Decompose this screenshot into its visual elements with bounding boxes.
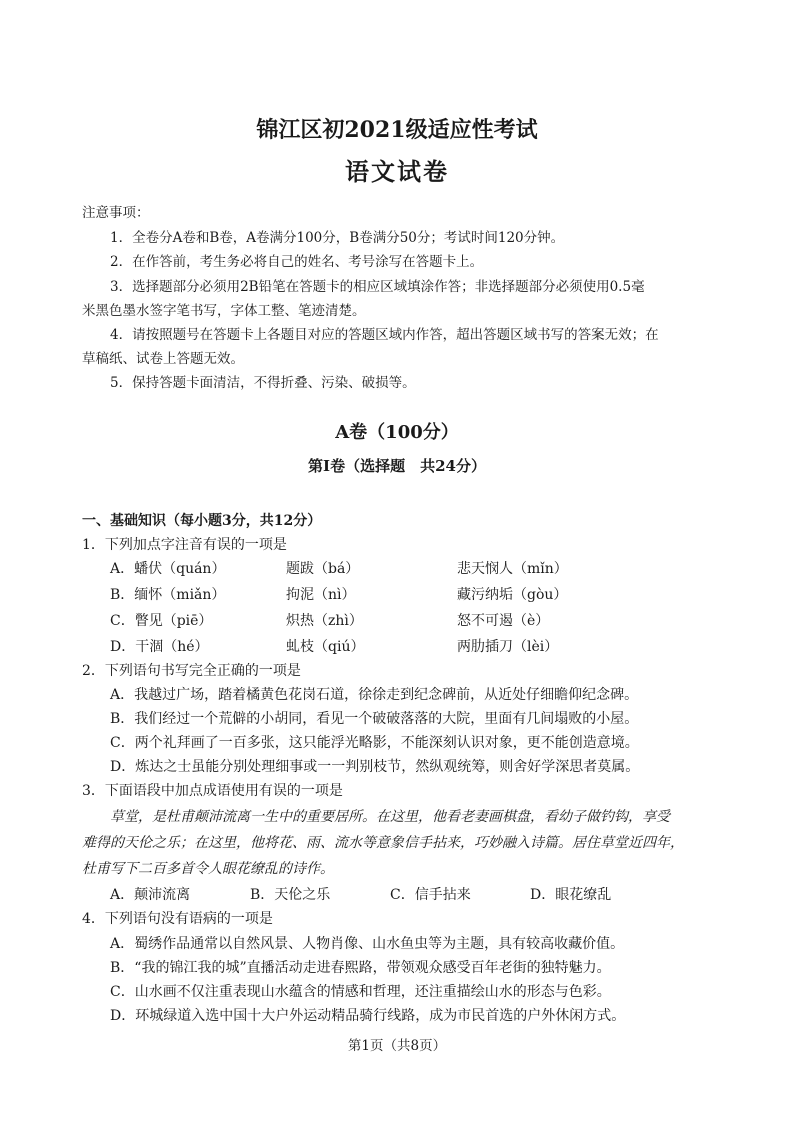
section-a-title: A卷（100分）: [335, 422, 459, 443]
part1-heading: 一、基础知识（每小题3分，共12分）: [82, 513, 322, 529]
q1-stem: 1．下列加点字注音有误的一项是: [82, 537, 287, 553]
q4-stem: 4．下列语句没有语病的一项是: [82, 911, 273, 927]
q2-option-b: B．我们经过一个荒僻的小胡同，看见一个破破落落的大院，里面有几间塌败的小屋。: [110, 711, 639, 727]
notice-line-3: 3．选择题部分必须用2B铅笔在答题卡的相应区域填涂作答；非选择题部分必须使用0.5毫: [110, 279, 645, 295]
q3-passage-line-2: 难得的天伦之乐；在这里，他将花、雨、流水等意象信手拈来，巧妙融入诗篇。居住草堂近四年，: [82, 835, 684, 851]
exam-subject: 语文试卷: [345, 157, 449, 186]
exam-title: 锦江区初2021级适应性考试: [256, 117, 538, 143]
q1-option-a-1: A．蟠伏（quán）: [110, 561, 226, 577]
q1-option-d-3: 两肋插刀（lèi）: [457, 639, 559, 655]
q4-option-b: B．“我的锦江我的城”直播活动走进春熙路，带领观众感受百年老街的独特魅力。: [110, 960, 611, 976]
q2-stem: 2．下列语句书写完全正确的一项是: [82, 663, 301, 679]
q1-option-a-3: 悲天悯人（mǐn）: [457, 561, 568, 577]
q3-option-c: C．信手拈来: [390, 887, 471, 903]
q2-option-a: A．我越过广场，踏着橘黄色花岗石道，徐徐走到纪念碑前，从近处仔细瞻仰纪念碑。: [110, 687, 639, 703]
q1-option-d-2: 虬枝（qiú）: [286, 639, 365, 655]
q3-passage-line-3: 杜甫写下二百多首令人眼花缭乱的诗作。: [82, 861, 334, 877]
q3-option-a: A．颠沛流离: [110, 887, 191, 903]
notice-heading: 注意事项：: [82, 205, 150, 221]
q1-option-b-3: 藏污纳垢（gòu）: [457, 587, 568, 603]
q3-option-d: D．眼花缭乱: [530, 887, 612, 903]
q2-option-c: C．两个礼拜画了一百多张，这只能浮光略影，不能深刻认识对象，更不能创造意境。: [110, 735, 639, 751]
q1-option-b-2: 拘泥（nì）: [286, 587, 356, 603]
notice-line-4: 4．请按照题号在答题卡上各题目对应的答题区域内作答，超出答题区域书写的答案无效；在: [110, 327, 659, 343]
q1-option-a-2: 题跋（bá）: [286, 561, 360, 577]
q4-option-a: A．蜀绣作品通常以自然风景、人物肖像、山水鱼虫等为主题，具有较高收藏价值。: [110, 936, 625, 952]
section-i-title: 第Ⅰ卷（选择题 共24分）: [308, 457, 486, 475]
q1-option-c-1: C．瞥见（piē）: [110, 613, 213, 629]
q4-option-d: D．环城绿道入选中国十大户外运动精品骑行线路，成为市民首选的户外休闲方式。: [110, 1008, 626, 1024]
page-number: 第1页（共8页）: [347, 1038, 447, 1054]
q1-option-c-3: 怒不可遏（è）: [457, 613, 550, 629]
q4-option-c: C．山水画不仅注重表现山水蕴含的情感和哲理，还注重描绘山水的形态与色彩。: [110, 984, 611, 1000]
q3-stem: 3．下面语段中加点成语使用有误的一项是: [82, 783, 343, 799]
notice-line-2: 2．在作答前，考生务必将自己的姓名、考号涂写在答题卡上。: [110, 254, 484, 270]
notice-line-4-cont: 草稿纸、试卷上答题无效。: [82, 351, 244, 367]
q1-option-b-1: B．缅怀（miǎn）: [110, 587, 226, 603]
notice-line-5: 5．保持答题卡面清洁，不得折叠、污染、破损等。: [110, 375, 416, 391]
q2-option-d: D．炼达之士虽能分别处理细事或一一判别枝节，然纵观统筹，则舍好学深思者莫属。: [110, 759, 640, 775]
notice-line-1: 1．全卷分A卷和B卷，A卷满分100分，B卷满分50分；考试时间120分钟。: [110, 230, 565, 246]
q3-passage-line-1: 草堂，是杜甫颠沛流离一生中的重要居所。在这里，他看老妻画棋盘，看幼子做钓钩，享受: [110, 809, 670, 825]
q1-option-c-2: 炽热（zhì）: [286, 613, 363, 629]
q3-option-b: B．天伦之乐: [250, 887, 331, 903]
q1-option-d-1: D．干涸（hé）: [110, 639, 209, 655]
notice-line-3-cont: 米黑色墨水签字笔书写，字体工整、笔迹清楚。: [82, 303, 366, 319]
